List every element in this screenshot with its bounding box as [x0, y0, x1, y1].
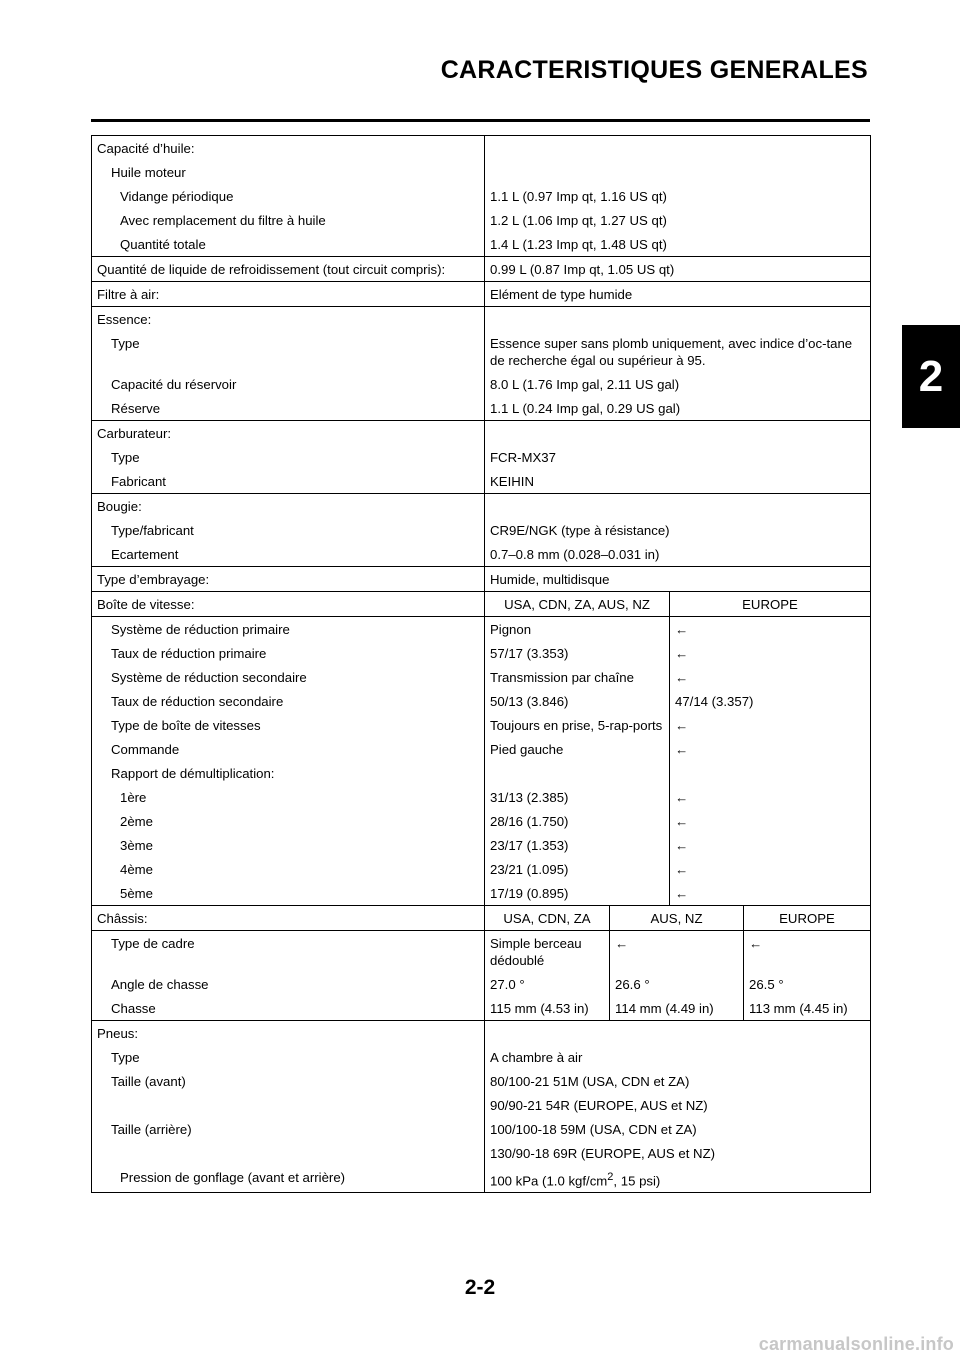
ditto-arrow: ←: [670, 617, 871, 642]
ditto-arrow: ←: [670, 857, 871, 881]
spec-value: 100/100-18 59M (USA, CDN et ZA): [485, 1117, 871, 1141]
table-row: [92, 518, 871, 542]
table-row: [92, 592, 871, 617]
table-row: [92, 372, 871, 396]
ditto-arrow: ←: [670, 809, 871, 833]
spec-label: 4ème: [92, 857, 485, 881]
spec-value: 26.6 °: [610, 972, 744, 996]
spec-label: 3ème: [92, 833, 485, 857]
table-row: [92, 833, 871, 857]
spec-value: 113 mm (4.45 in): [744, 996, 871, 1021]
spec-label: Réserve: [92, 396, 485, 421]
spec-label: Quantité totale: [92, 232, 485, 257]
spec-value: CR9E/NGK (type à résistance): [485, 518, 871, 542]
table-row: [92, 972, 871, 996]
spec-label: Angle de chasse: [92, 972, 485, 996]
spec-value: 23/17 (1.353): [485, 833, 670, 857]
spec-label: Vidange périodique: [92, 184, 485, 208]
table-row: [92, 713, 871, 737]
spec-label: 1ère: [92, 785, 485, 809]
table-row: [92, 136, 871, 161]
spec-value-europe: 47/14 (3.357): [670, 689, 871, 713]
spec-label: Taille (arrière): [92, 1117, 485, 1141]
ditto-arrow: ←: [610, 931, 744, 973]
chassis-heading: Châssis:: [92, 906, 485, 931]
table-row: [92, 1021, 871, 1046]
spec-value: 1.4 L (1.23 Imp qt, 1.48 US qt): [485, 232, 871, 257]
spec-value: 27.0 °: [485, 972, 610, 996]
table-row: [92, 282, 871, 307]
table-row: [92, 567, 871, 592]
ditto-arrow: ←: [670, 713, 871, 737]
table-row: [92, 931, 871, 973]
pressure-value-start: 100 kPa (1.0 kgf/cm: [490, 1172, 608, 1188]
air-filter-label: Filtre à air:: [92, 282, 485, 307]
ditto-arrow: ←: [670, 881, 871, 906]
table-row: [92, 881, 871, 906]
table-row: [92, 857, 871, 881]
spec-value: 90/90-21 54R (EUROPE, AUS et NZ): [485, 1093, 871, 1117]
plug-heading: Bougie:: [92, 494, 485, 519]
table-row: [92, 331, 871, 372]
table-row: [92, 1117, 871, 1141]
page-title: CARACTERISTIQUES GENERALES: [440, 56, 868, 84]
table-row: [92, 1069, 871, 1093]
ditto-arrow: ←: [670, 737, 871, 761]
table-row: [92, 737, 871, 761]
spec-label: Taux de réduction primaire: [92, 641, 485, 665]
spec-value: FCR-MX37: [485, 445, 871, 469]
spec-value: 26.5 °: [744, 972, 871, 996]
spec-value: 1.2 L (1.06 Imp qt, 1.27 US qt): [485, 208, 871, 232]
spec-label: Type: [92, 445, 485, 469]
gearbox-col-header: EUROPE: [670, 592, 871, 617]
table-row: [92, 421, 871, 446]
spec-value: 50/13 (3.846): [485, 689, 670, 713]
spec-label: Taux de réduction secondaire: [92, 689, 485, 713]
chapter-tab: 2: [902, 325, 960, 428]
table-row: [92, 785, 871, 809]
table-row: [92, 232, 871, 257]
pressure-value-end: , 15 psi): [613, 1172, 661, 1188]
table-row: [92, 184, 871, 208]
table-row: [92, 445, 871, 469]
oil-heading: Capacité d’huile:: [92, 136, 485, 161]
spec-value: 57/17 (3.353): [485, 641, 670, 665]
spec-value: 28/16 (1.750): [485, 809, 670, 833]
spec-value: KEIHIN: [485, 469, 871, 494]
spec-value: 1.1 L (0.24 Imp gal, 0.29 US gal): [485, 396, 871, 421]
spec-value: A chambre à air: [485, 1045, 871, 1069]
pressure-superscript: 2: [607, 1170, 614, 1183]
spec-value: 80/100-21 51M (USA, CDN et ZA): [485, 1069, 871, 1093]
table-row: [92, 494, 871, 519]
spec-label: Avec remplacement du filtre à huile: [92, 208, 485, 232]
spec-label: 5ème: [92, 881, 485, 906]
clutch-value: Humide, multidisque: [485, 567, 871, 592]
spec-label: Système de réduction primaire: [92, 617, 485, 642]
air-filter-value: Elément de type humide: [485, 282, 871, 307]
spec-label: Pression de gonflage (avant et arrière): [92, 1165, 485, 1193]
spec-value: [485, 1165, 871, 1193]
gearbox-col-header: USA, CDN, ZA, AUS, NZ: [485, 592, 670, 617]
spec-value: Essence super sans plomb uniquement, avec indice d’oc-tane de recherche égal ou supérieur à 95.: [485, 331, 871, 372]
spec-value: 1.1 L (0.97 Imp qt, 1.16 US qt): [485, 184, 871, 208]
table-row: [92, 761, 871, 785]
watermark: carmanualsonline.info: [758, 1334, 954, 1354]
ditto-arrow: ←: [744, 931, 871, 973]
coolant-label: Quantité de liquide de refroidissement (tout circuit compris):: [92, 257, 485, 282]
spec-value: 17/19 (0.895): [485, 881, 670, 906]
spec-value: Pied gauche: [485, 737, 670, 761]
table-row: [92, 641, 871, 665]
table-row: [92, 257, 871, 282]
table-row: [92, 1045, 871, 1069]
spec-label: Type de boîte de vitesses: [92, 713, 485, 737]
tires-heading: Pneus:: [92, 1021, 485, 1046]
table-row: [92, 809, 871, 833]
table-row: [92, 1141, 871, 1165]
chassis-col-header: USA, CDN, ZA: [485, 906, 610, 931]
spec-label: Commande: [92, 737, 485, 761]
spec-value: 0.7–0.8 mm (0.028–0.031 in): [485, 542, 871, 567]
table-row: [92, 617, 871, 642]
table-row: [92, 396, 871, 421]
spec-label: Type/fabricant: [92, 518, 485, 542]
table-row: [92, 307, 871, 332]
ditto-arrow: ←: [670, 641, 871, 665]
spec-value: 23/21 (1.095): [485, 857, 670, 881]
spec-value: 130/90-18 69R (EUROPE, AUS et NZ): [485, 1141, 871, 1165]
spec-label: Taille (avant): [92, 1069, 485, 1093]
gearbox-heading: Boîte de vitesse:: [92, 592, 485, 617]
table-row: [92, 469, 871, 494]
spec-label: Capacité du réservoir: [92, 372, 485, 396]
spec-value: Pignon: [485, 617, 670, 642]
spec-label: 2ème: [92, 809, 485, 833]
spec-label: Type: [92, 331, 485, 372]
chassis-col-header: EUROPE: [744, 906, 871, 931]
spec-value: 8.0 L (1.76 Imp gal, 2.11 US gal): [485, 372, 871, 396]
ratio-heading: Rapport de démultiplication:: [92, 761, 485, 785]
spec-label: Système de réduction secondaire: [92, 665, 485, 689]
table-row: [92, 1093, 871, 1117]
clutch-label: Type d’embrayage:: [92, 567, 485, 592]
spec-label: Fabricant: [92, 469, 485, 494]
spec-label: Type de cadre: [92, 931, 485, 973]
spec-value: 115 mm (4.53 in): [485, 996, 610, 1021]
spec-label: Type: [92, 1045, 485, 1069]
table-row: [92, 542, 871, 567]
table-row: [92, 160, 871, 184]
spec-value: 31/13 (2.385): [485, 785, 670, 809]
table-row: [92, 208, 871, 232]
page-number: 2-2: [464, 1276, 496, 1299]
oil-sub: Huile moteur: [92, 160, 485, 184]
table-row: [92, 665, 871, 689]
carb-heading: Carburateur:: [92, 421, 485, 446]
spec-value: 114 mm (4.49 in): [610, 996, 744, 1021]
table-row: [92, 1165, 871, 1193]
spec-value: Toujours en prise, 5-rap-ports: [485, 713, 670, 737]
ditto-arrow: ←: [670, 785, 871, 809]
coolant-value: 0.99 L (0.87 Imp qt, 1.05 US qt): [485, 257, 871, 282]
ditto-arrow: ←: [670, 833, 871, 857]
spec-value: Transmission par chaîne: [485, 665, 670, 689]
table-row: [92, 906, 871, 931]
spec-table: [91, 135, 871, 1193]
table-row: [92, 689, 871, 713]
ditto-arrow: ←: [670, 665, 871, 689]
spec-label: Chasse: [92, 996, 485, 1021]
title-rule: [91, 119, 870, 122]
table-row: [92, 996, 871, 1021]
spec-label: Ecartement: [92, 542, 485, 567]
fuel-heading: Essence:: [92, 307, 485, 332]
chassis-col-header: AUS, NZ: [610, 906, 744, 931]
spec-value: Simple berceau dédoublé: [485, 931, 610, 973]
